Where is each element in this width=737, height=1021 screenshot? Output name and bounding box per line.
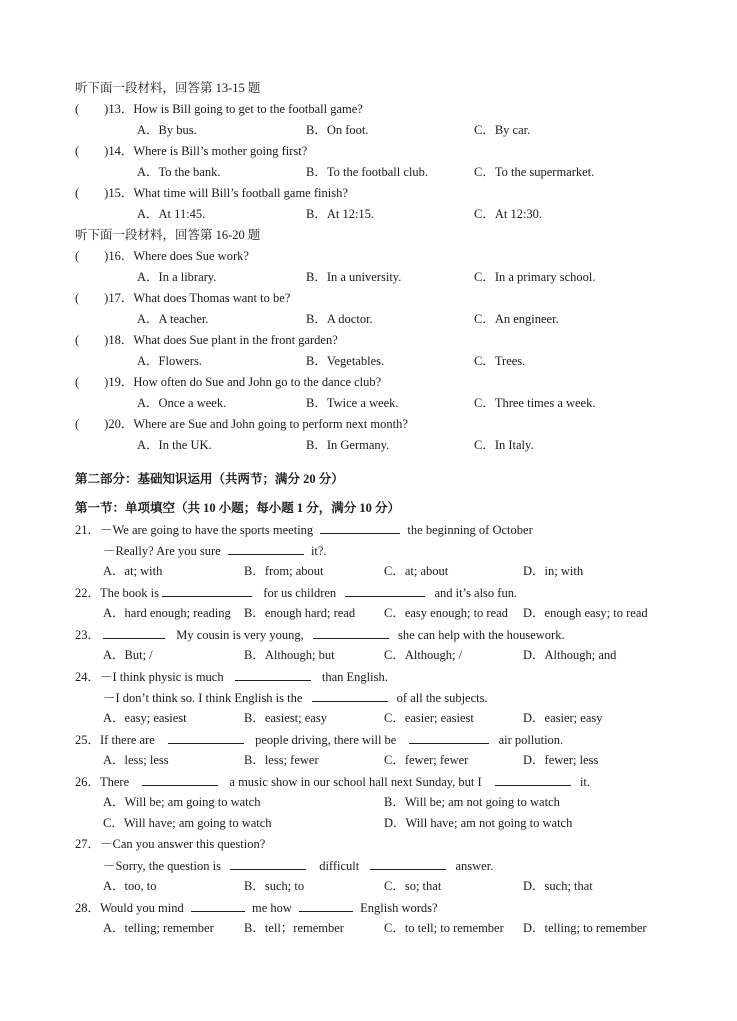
answer-blank bbox=[235, 668, 311, 681]
answer-blank bbox=[409, 731, 489, 744]
option-c: C．At 12:30. bbox=[474, 207, 543, 221]
question-number: ( )16． bbox=[75, 249, 134, 263]
answer-blank bbox=[142, 773, 218, 786]
option-a: A．telling; remember bbox=[103, 921, 214, 935]
question-text: of all the subjects. bbox=[396, 691, 488, 705]
question-text: 27．－Can you answer this question? bbox=[75, 837, 266, 851]
answer-blank bbox=[191, 899, 245, 912]
option-a: A．Will be; am going to watch bbox=[103, 795, 261, 809]
question-text: 21．－We are going to have the sports meeting bbox=[75, 523, 314, 537]
question-text: 22．The book is bbox=[75, 586, 160, 600]
option-a: A．at; with bbox=[103, 564, 163, 578]
question-24-line-1 bbox=[75, 668, 388, 685]
option-b: B．enough hard; read bbox=[244, 606, 356, 620]
question-text: me how bbox=[251, 901, 292, 915]
question-24-line-2 bbox=[103, 689, 488, 706]
option-c: C．at; about bbox=[384, 564, 449, 578]
option-c: C．so; that bbox=[384, 879, 442, 893]
question-text: 26．There bbox=[75, 775, 130, 789]
option-b: B．In a university. bbox=[306, 270, 402, 284]
option-a: A．easy; easiest bbox=[103, 711, 187, 725]
option-a: A．less; less bbox=[103, 753, 169, 767]
question-text: How is Bill going to get to the football game? bbox=[133, 102, 363, 116]
option-b: B．A doctor. bbox=[306, 312, 373, 326]
option-b: B．At 12:15. bbox=[306, 207, 375, 221]
question-text: －Sorry, the question is bbox=[103, 859, 221, 873]
question-text: Where are Sue and John going to perform next month? bbox=[133, 417, 408, 431]
option-c: C．to tell; to remember bbox=[384, 921, 504, 935]
option-a: A．hard enough; reading bbox=[103, 606, 231, 620]
question-text: it?. bbox=[310, 544, 327, 558]
question-text: 25．If there are bbox=[75, 733, 155, 747]
listening-heading-16-20: 听下面一段材料，回答第 16-20 题 bbox=[75, 228, 261, 242]
answer-blank bbox=[162, 584, 252, 597]
answer-blank bbox=[313, 626, 389, 639]
question-15 bbox=[75, 185, 348, 201]
question-text: for us children bbox=[263, 586, 337, 600]
option-c: C．By car. bbox=[474, 123, 531, 137]
option-b: B．Although; but bbox=[244, 648, 335, 662]
question-27-line-1 bbox=[75, 836, 265, 852]
question-number: ( )14． bbox=[75, 144, 134, 158]
question-text: How often do Sue and John go to the dance club? bbox=[133, 375, 382, 389]
option-c: C．easy enough; to read bbox=[384, 606, 508, 620]
question-text: answer. bbox=[455, 859, 494, 873]
question-text: the beginning of October bbox=[407, 523, 533, 537]
option-a: A．In a library. bbox=[137, 270, 217, 284]
listening-heading-13-15: 听下面一段材料，回答第 13-15 题 bbox=[75, 81, 261, 95]
option-d: D．enough easy; to read bbox=[523, 606, 648, 620]
question-28-line-1 bbox=[75, 899, 438, 916]
option-b: B．On foot. bbox=[306, 123, 369, 137]
question-18 bbox=[75, 332, 338, 348]
question-22-line-1 bbox=[75, 584, 517, 601]
option-a: A．At 11:45. bbox=[137, 207, 206, 221]
answer-blank bbox=[370, 857, 446, 870]
question-text: she can help with the housework. bbox=[397, 628, 565, 642]
option-d: D．Will have; am not going to watch bbox=[384, 816, 573, 830]
option-a: A．To the bank. bbox=[137, 165, 221, 179]
option-d: D．such; that bbox=[523, 879, 593, 893]
question-13 bbox=[75, 101, 363, 117]
option-d: D．Although; and bbox=[523, 648, 617, 662]
option-a: A．Once a week. bbox=[137, 396, 227, 410]
question-text: My cousin is very young, bbox=[176, 628, 304, 642]
option-a: A．By bus. bbox=[137, 123, 197, 137]
question-text: air pollution. bbox=[498, 733, 564, 747]
question-text: －I don’t think so. I think English is the bbox=[103, 691, 303, 705]
option-a: A．A teacher. bbox=[137, 312, 209, 326]
option-c: C．An engineer. bbox=[474, 312, 559, 326]
question-text: than English. bbox=[321, 670, 388, 684]
question-20 bbox=[75, 416, 408, 432]
question-text: 24．－I think physic is much bbox=[75, 670, 224, 684]
question-21-line-2 bbox=[103, 542, 327, 559]
answer-blank bbox=[495, 773, 571, 786]
question-text: 23． bbox=[75, 628, 101, 642]
question-text: What time will Bill’s football game finish? bbox=[133, 186, 348, 200]
question-text: What does Sue plant in the front garden? bbox=[133, 333, 338, 347]
question-text: Where does Sue work? bbox=[133, 249, 249, 263]
option-b: B．less; fewer bbox=[244, 753, 319, 767]
option-d: D．fewer; less bbox=[523, 753, 599, 767]
question-26-line-1 bbox=[75, 773, 590, 790]
part-2-title: 第二部分：基础知识运用（共两节；满分 20 分） bbox=[75, 472, 344, 486]
answer-blank bbox=[299, 899, 353, 912]
question-number: ( )17． bbox=[75, 291, 134, 305]
answer-blank bbox=[103, 626, 165, 639]
section-1-title: 第一节：单项填空（共 10 小题；每小题 1 分，满分 10 分） bbox=[75, 501, 401, 515]
question-14 bbox=[75, 143, 307, 159]
option-a: A．But; / bbox=[103, 648, 153, 662]
option-c: C．Trees. bbox=[474, 354, 526, 368]
question-number: ( )20． bbox=[75, 417, 134, 431]
answer-blank bbox=[312, 689, 388, 702]
question-19 bbox=[75, 374, 381, 390]
question-text: －Really? Are you sure bbox=[103, 544, 221, 558]
answer-blank bbox=[168, 731, 244, 744]
answer-blank bbox=[320, 521, 400, 534]
option-c: C．To the supermarket. bbox=[474, 165, 595, 179]
question-text: 28．Would you mind bbox=[75, 901, 184, 915]
option-c: C．In a primary school. bbox=[474, 270, 596, 284]
question-27-line-2 bbox=[103, 857, 493, 874]
question-text: a music show in our school hall next Sunday, but I bbox=[229, 775, 482, 789]
option-b: B．Vegetables. bbox=[306, 354, 385, 368]
option-b: B．easiest; easy bbox=[244, 711, 327, 725]
option-d: D．in; with bbox=[523, 564, 584, 578]
question-21-line-1 bbox=[75, 521, 533, 538]
option-a: A．too, to bbox=[103, 879, 157, 893]
question-text: Where is Bill’s mother going first? bbox=[133, 144, 308, 158]
option-a: A．Flowers. bbox=[137, 354, 202, 368]
question-text: and it’s also fun. bbox=[434, 586, 518, 600]
option-b: B．from; about bbox=[244, 564, 324, 578]
option-b: B．such; to bbox=[244, 879, 305, 893]
question-number: ( )13． bbox=[75, 102, 134, 116]
question-text: What does Thomas want to be? bbox=[133, 291, 291, 305]
option-b: B．tell；remember bbox=[244, 921, 344, 935]
option-d: D．telling; to remember bbox=[523, 921, 647, 935]
option-b: B．Will be; am not going to watch bbox=[384, 795, 560, 809]
option-c: C．Will have; am going to watch bbox=[103, 816, 272, 830]
question-text: it. bbox=[579, 775, 591, 789]
answer-blank bbox=[230, 857, 306, 870]
question-number: ( )15． bbox=[75, 186, 134, 200]
option-c: C．Although; / bbox=[384, 648, 463, 662]
question-number: ( )19． bbox=[75, 375, 134, 389]
option-c: C．In Italy. bbox=[474, 438, 534, 452]
option-b: B．To the football club. bbox=[306, 165, 429, 179]
option-c: C．Three times a week. bbox=[474, 396, 596, 410]
answer-blank bbox=[228, 542, 304, 555]
question-17 bbox=[75, 290, 290, 306]
question-25-line-1 bbox=[75, 731, 563, 748]
answer-blank bbox=[345, 584, 425, 597]
question-23-line-1 bbox=[75, 626, 565, 643]
option-d: D．easier; easy bbox=[523, 711, 603, 725]
option-b: B．In Germany. bbox=[306, 438, 390, 452]
question-text: English words? bbox=[360, 901, 438, 915]
question-text: people driving, there will be bbox=[255, 733, 397, 747]
option-a: A．In the UK. bbox=[137, 438, 212, 452]
question-text: difficult bbox=[319, 859, 360, 873]
question-number: ( )18． bbox=[75, 333, 134, 347]
option-b: B．Twice a week. bbox=[306, 396, 399, 410]
option-c: C．easier; easiest bbox=[384, 711, 474, 725]
option-c: C．fewer; fewer bbox=[384, 753, 469, 767]
question-16 bbox=[75, 248, 249, 264]
